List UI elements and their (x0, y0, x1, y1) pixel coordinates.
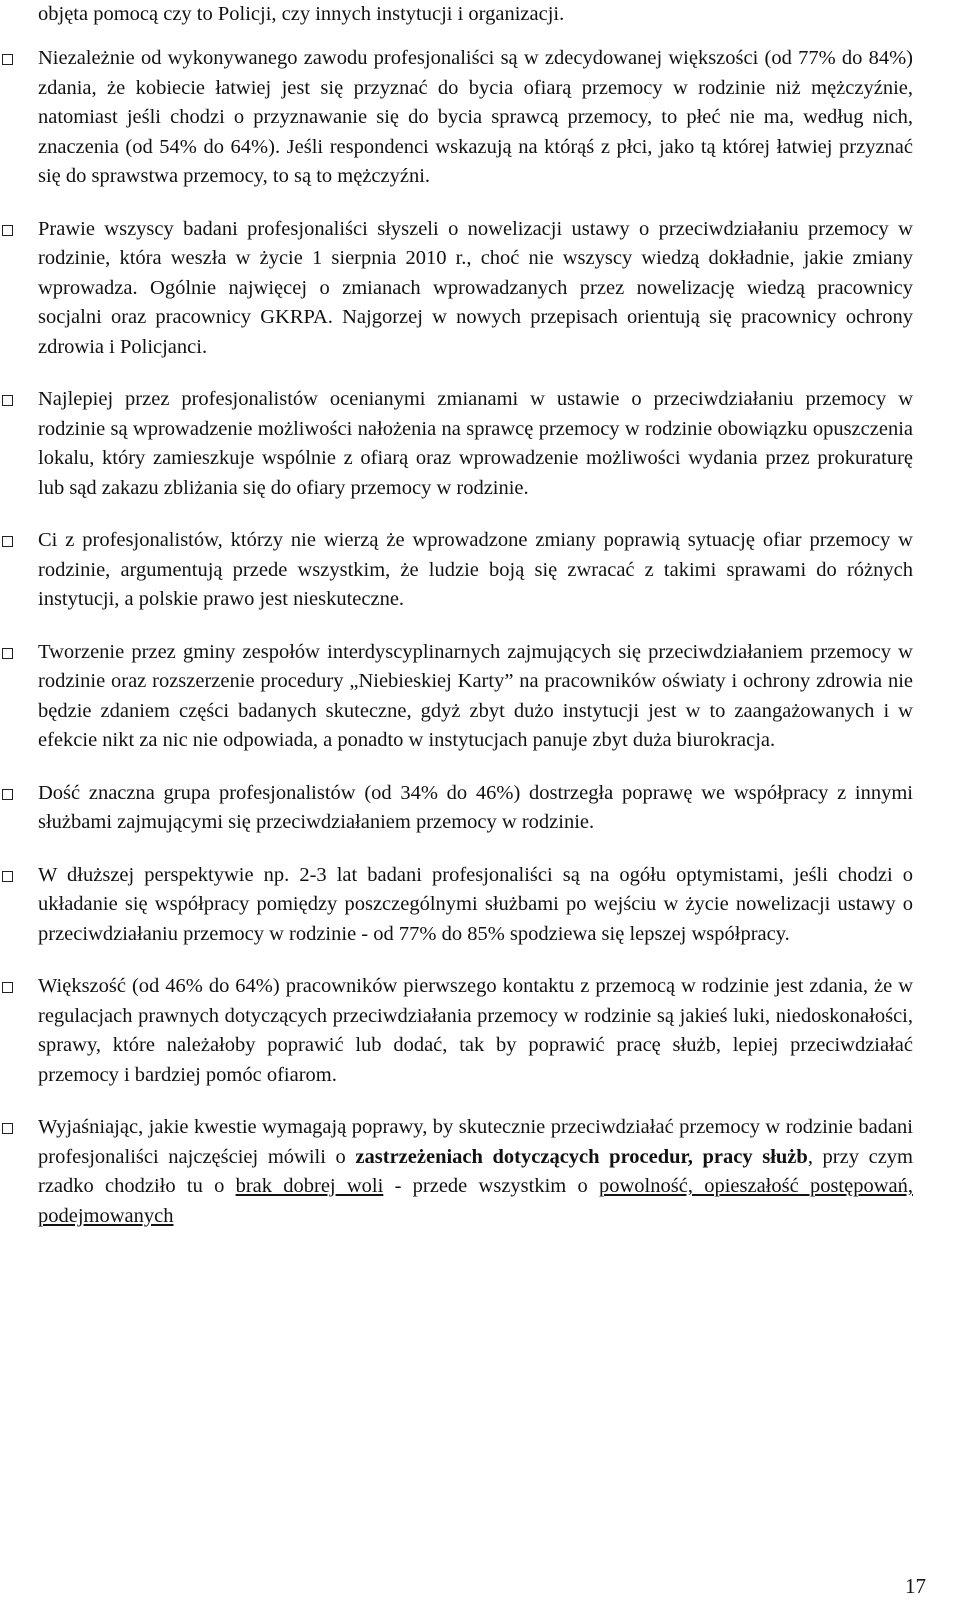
list-item (0, 972, 913, 1090)
intro-line: objęta pomocą czy to Policji, czy innych instytucji i organizacji. (38, 3, 565, 25)
bold-phrase: zastrzeżeniach dotyczących procedur, pracy służb (355, 1145, 808, 1168)
list-item (0, 638, 913, 756)
text-segment: - przede wszystkim o (383, 1175, 599, 1197)
list-item (0, 779, 913, 838)
underlined-phrase: powolność, opieszałość postępowań, podejmowanych (38, 1175, 913, 1227)
square-bullet-icon (2, 225, 13, 236)
list-item (0, 215, 913, 363)
list-item (0, 44, 913, 192)
text-segment: , przy czym rzadko chodziło tu o (38, 1145, 913, 1197)
square-bullet-icon (2, 54, 13, 65)
list-item-text (38, 1113, 913, 1231)
list-item-text: Tworzenie przez gminy zespołów interdyscyplinarnych zajmujących się przeciwdziałaniem przemocy w rodzinie oraz rozszerzenie procedury „Niebieskiej Karty” na pracowników oświaty i ochrony zdrowia nie będzie zdaniem części badanych skuteczne, gdyż zbyt dużo instytucji jest w to zaangażowanych i w efekcie nikt za nic nie odpowiada, a ponadto w instytucjach panuje zbyt duża biurokracja. (38, 640, 913, 751)
list-item-text: Dość znaczna grupa profesjonalistów (od 34% do 46%) dostrzegła poprawę we współpracy z innymi służbami zajmującymi się przeciwdziałaniem przemocy w rodzinie. (38, 781, 913, 833)
list-item-text: Niezależnie od wykonywanego zawodu profesjonaliści są w zdecydowanej większości (od 77% do 84%) zdania, że kobiecie łatwiej jest się przyznać do bycia ofiarą przemocy w rodzinie niż mężczyźnie, natomiast jeśli chodzi o przyznawanie się do bycia sprawcą przemocy, to płeć nie ma, według nich, znaczenia (od 54% do 64%). Jeśli respondenci wskazują na którąś z płci, jako tą której łatwiej przyznać się do sprawstwa przemocy, to są to mężczyźni. (38, 47, 913, 187)
bullet-list (0, 44, 960, 1254)
square-bullet-icon (2, 395, 13, 406)
list-item-text: W dłuższej perspektywie np. 2-3 lat badani profesjonaliści są na ogółu optymistami, jeśli chodzi o układanie się współpracy pomiędzy poszczególnymi służbami po wejściu w życie nowelizacji ustawy o przeciwdziałaniu przemocy w rodzinie - od 77% do 85% spodziewa się lepszej współpracy. (38, 863, 913, 945)
square-bullet-icon (2, 536, 13, 547)
square-bullet-icon (2, 982, 13, 993)
text-segment: Wyjaśniając, jakie kwestie wymagają poprawy, by skutecznie przeciwdziałać przemocy w rodzinie badani profesjonaliści najczęściej mówili o (38, 1116, 913, 1168)
list-item-text: Prawie wszyscy badani profesjonaliści słyszeli o nowelizacji ustawy o przeciwdziałaniu przemocy w rodzinie, która weszła w życie 1 sierpnia 2010 r., choć nie wszyscy wiedzą dokładnie, jakie zmiany wprowadza. Ogólnie najwięcej o zmianach wprowadzanych przez nowelizację wiedzą pracownicy socjalni oraz pracownicy GKRPA. Najgorzej w nowych przepisach orientują się pracownicy ochrony zdrowia i Policjanci. (38, 217, 913, 358)
list-item-text: Najlepiej przez profesjonalistów ocenianymi zmianami w ustawie o przeciwdziałaniu przemocy w rodzinie są wprowadzenie możliwości nałożenia na sprawcę przemocy w rodzinie obowiązku opuszczenia lokalu, który zamieszkuje wspólnie z ofiarą oraz wprowadzenie możliwości wydania przez prokuraturę lub sąd zakazu zbliżania się do ofiary przemocy w rodzinie. (38, 388, 913, 499)
list-item (0, 861, 913, 950)
underlined-phrase: brak dobrej woli (235, 1175, 384, 1197)
list-item-text: Większość (od 46% do 64%) pracowników pierwszego kontaktu z przemocą w rodzinie jest zdania, że w regulacjach prawnych dotyczących przeciwdziałania przemocy w rodzinie są jakieś luki, niedoskonałości, sprawy, które należałoby poprawić lub dodać, tak by poprawić pracę służb, lepiej przeciwdziałać przemocy i bardziej pomóc ofiarom. (38, 975, 913, 1086)
list-item (0, 385, 913, 503)
square-bullet-icon (2, 789, 13, 800)
list-item (0, 526, 913, 615)
list-item-text: Ci z profesjonalistów, którzy nie wierzą że wprowadzone zmiany poprawią sytuację ofiar przemocy w rodzinie, argumentują przede wszystkim, że ludzie boją się zwracać z takimi sprawami do różnych instytucji, a polskie prawo jest nieskuteczne. (38, 529, 913, 610)
page-number: 17 (905, 1574, 926, 1598)
square-bullet-icon (2, 648, 13, 659)
list-item (0, 1113, 913, 1231)
square-bullet-icon (2, 871, 13, 882)
square-bullet-icon (2, 1123, 13, 1134)
